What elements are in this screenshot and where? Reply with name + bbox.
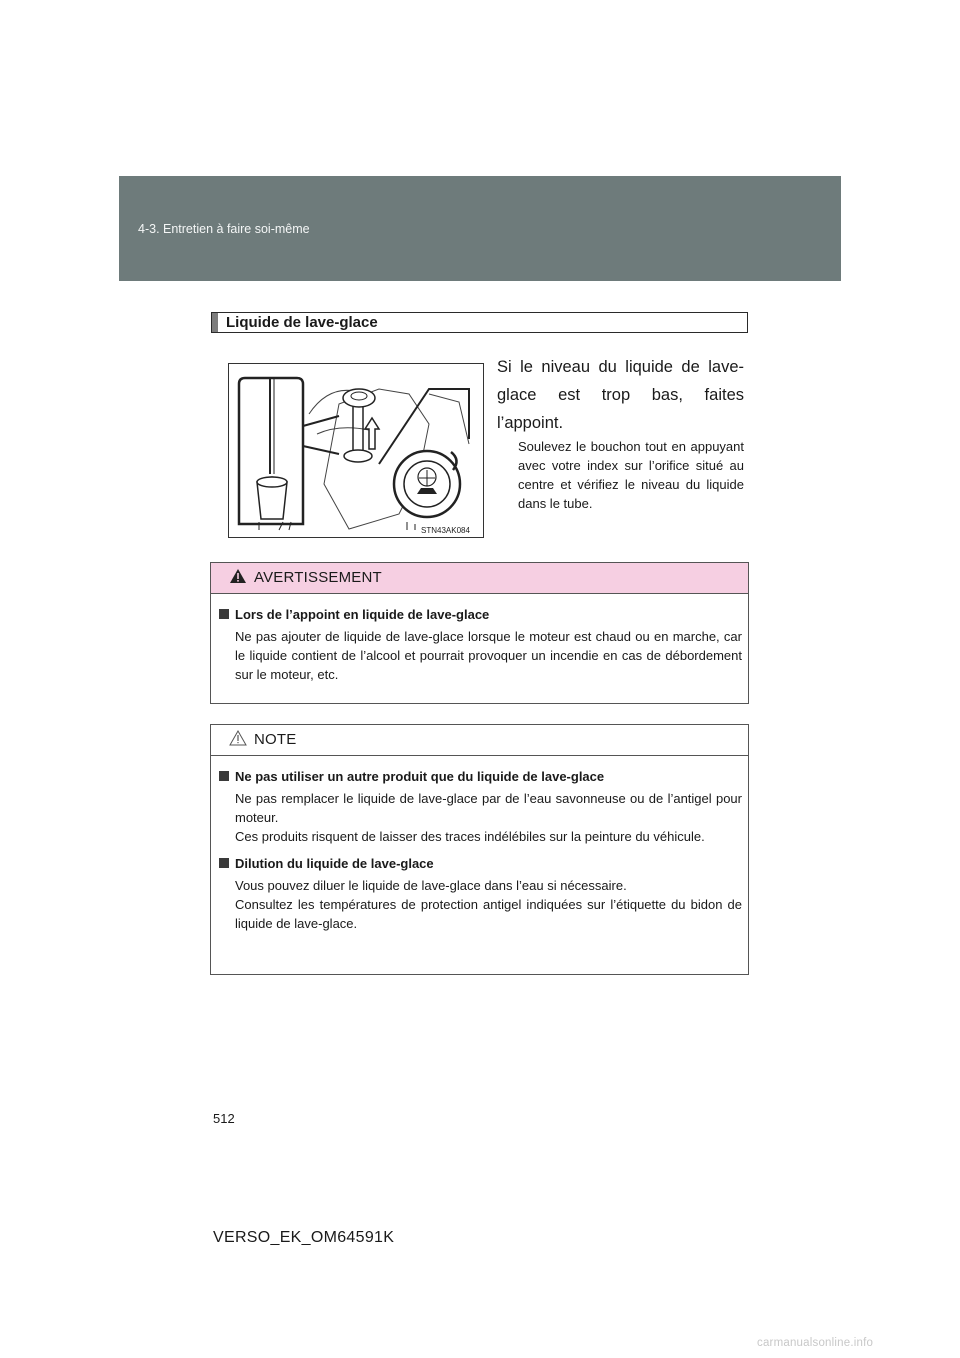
note-item-text bbox=[219, 789, 742, 846]
warning-item-title-text: Lors de l’appoint en liquide de lave-glace bbox=[235, 607, 490, 622]
section-title: Liquide de lave-glace bbox=[226, 314, 378, 331]
note-item-title-text: Dilution du liquide de lave-glace bbox=[235, 856, 434, 871]
warning-box bbox=[210, 562, 749, 704]
washer-fluid-diagram bbox=[229, 364, 483, 537]
illustration-code: STN43AK084 bbox=[421, 526, 470, 535]
note-header bbox=[211, 725, 748, 756]
lead-text: Si le niveau du liquide de lave-glace est trop bas, faites l’appoint. bbox=[497, 358, 744, 432]
warning-item-text: Ne pas ajouter de liquide de lave-glace lorsque le moteur est chaud ou en marche, car le liquide contient de l’alcool et pourrait provoquer un incendie en cas de débordement sur le moteur, etc. bbox=[235, 629, 742, 682]
note-title: NOTE bbox=[254, 731, 297, 748]
warning-body bbox=[211, 594, 748, 684]
note-item-text-line: Ne pas remplacer le liquide de lave-glace par de l’eau savonneuse ou de l’antigel pour moteur. bbox=[235, 791, 742, 825]
note-item-text-line: Ces produits risquent de laisser des traces indélébiles sur la peinture du véhicule. bbox=[235, 829, 705, 844]
watermark: carmanualsonline.info bbox=[757, 1337, 874, 1349]
header-section-title: 4-3. Entretien à faire soi-même bbox=[138, 222, 310, 236]
note-body bbox=[211, 756, 748, 933]
warning-header bbox=[211, 563, 748, 594]
section-title-box bbox=[211, 312, 748, 333]
page-number: 512 bbox=[213, 1111, 235, 1126]
warning-item-title bbox=[219, 605, 742, 624]
note-item-text bbox=[219, 876, 742, 933]
note-item-title bbox=[219, 767, 742, 786]
section-title-bar bbox=[212, 313, 218, 332]
bullet-square-icon bbox=[219, 609, 229, 619]
note-box bbox=[210, 724, 749, 975]
note-item-text-line: Vous pouvez diluer le liquide de lave-glace dans l’eau si nécessaire. bbox=[235, 878, 627, 893]
document-code: VERSO_EK_OM64591K bbox=[213, 1229, 395, 1246]
note-item-title-text: Ne pas utiliser un autre produit que du liquide de lave-glace bbox=[235, 769, 605, 784]
bullet-square-icon bbox=[219, 771, 229, 781]
lead-detail: Soulevez le bouchon tout en appuyant avec votre index sur l’orifice situé au centre et vérifiez le niveau du liquide dans le tube. bbox=[518, 439, 744, 511]
washer-fluid-illustration bbox=[228, 363, 484, 538]
note-item-title bbox=[219, 854, 742, 873]
note-item-text-line: Consultez les températures de protection antigel indiquées sur l’étiquette du bidon de liquide de lave-glace. bbox=[235, 897, 742, 931]
warning-triangle-icon bbox=[229, 568, 247, 584]
warning-title: AVERTISSEMENT bbox=[254, 569, 382, 586]
note-triangle-icon bbox=[229, 730, 247, 746]
bullet-square-icon bbox=[219, 858, 229, 868]
